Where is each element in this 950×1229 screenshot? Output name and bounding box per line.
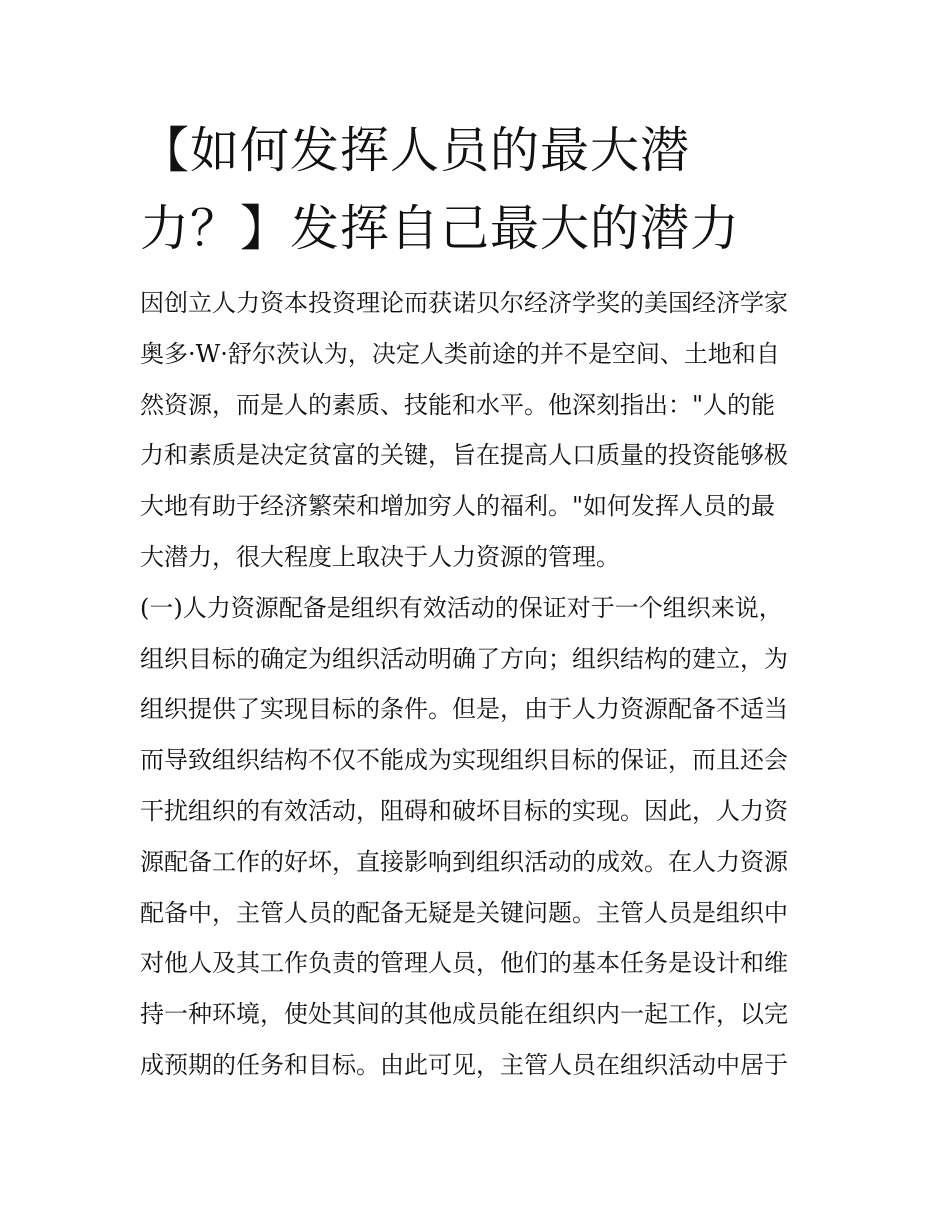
body-line: 配备中，主管人员的配备无疑是关键问题。主管人员是组织中 (140, 898, 788, 927)
body-line: 组织目标的确定为组织活动明确了方向；组织结构的建立，为 (140, 644, 788, 673)
body-line: 力和素质是决定贫富的关键，旨在提高人口质量的投资能够极 (140, 441, 788, 470)
body-line: 对他人及其工作负责的管理人员，他们的基本任务是设计和维 (140, 949, 788, 978)
body-line: 而导致组织结构不仅不能成为实现组织目标的保证，而且还会 (140, 746, 788, 775)
document-title (140, 112, 760, 268)
title-line: 【如何发挥人员的最大潜 (140, 122, 691, 179)
body-line: 持一种环境，使处其间的其他成员能在组织内一起工作，以完 (140, 1000, 788, 1029)
body-line: 组织提供了实现目标的条件。但是，由于人力资源配备不适当 (140, 695, 788, 724)
body-line: 大地有助于经济繁荣和增加穷人的福利。"如何发挥人员的最 (140, 492, 776, 521)
body-line: 奥多·W·舒尔茨认为，决定人类前途的并不是空间、土地和自 (140, 339, 780, 368)
body-line: 然资源，而是人的素质、技能和水平。他深刻指出："人的能 (140, 390, 776, 419)
body-line: 干扰组织的有效活动，阻碍和破坏目标的实现。因此，人力资 (140, 796, 788, 825)
body-line: 成预期的任务和目标。由此可见，主管人员在组织活动中居于 (140, 1050, 788, 1079)
body-line: (一)人力资源配备是组织有效活动的保证对于一个组织来说， (140, 593, 783, 622)
body-line: 因创立人力资本投资理论而获诺贝尔经济学奖的美国经济学家 (140, 289, 788, 317)
body-line: 大潜力，很大程度上取决于人力资源的管理。 (140, 542, 620, 571)
title-line: 力？】发挥自己最大的潜力 (140, 200, 741, 257)
body-line: 源配备工作的好坏，直接影响到组织活动的成效。在人力资源 (140, 847, 788, 876)
document-body (140, 278, 820, 1091)
